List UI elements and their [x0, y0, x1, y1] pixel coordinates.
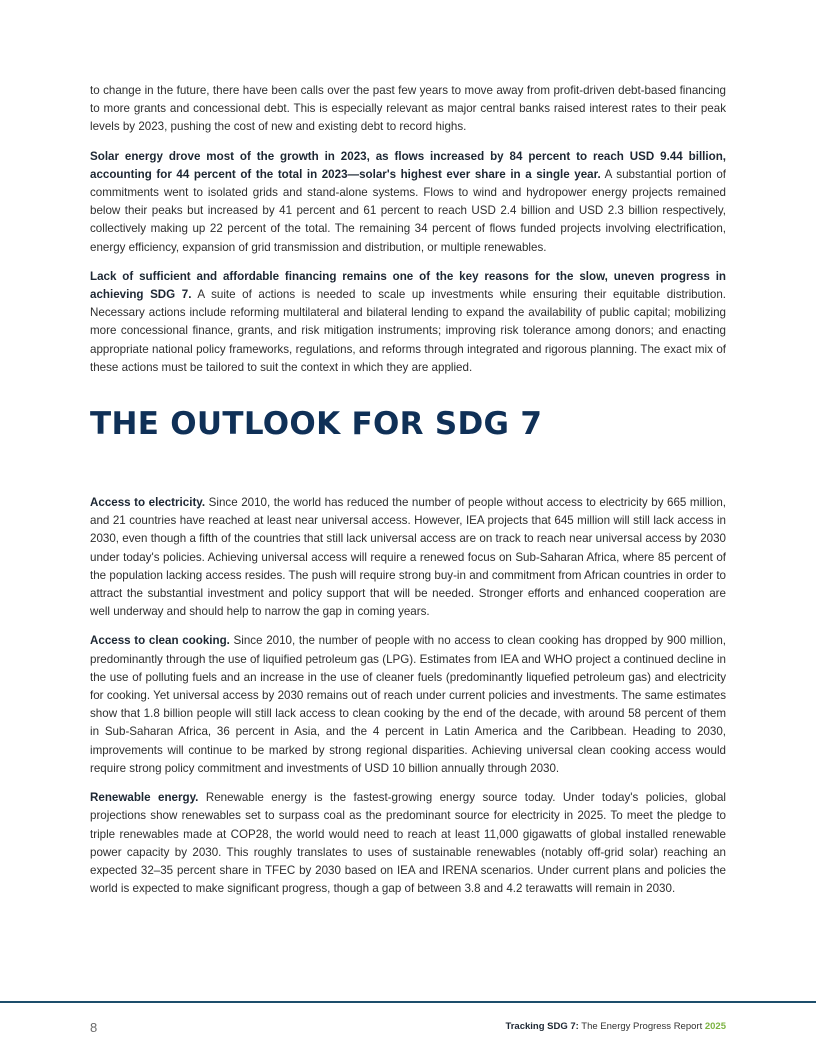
- financing-lead: Lack of sufficient and affordable financing remains one of the key reasons for the slow, uneven progress in achieving SDG 7.: [90, 269, 726, 302]
- page-body: [90, 82, 726, 909]
- renewable-lead: Renewable energy.: [90, 791, 199, 805]
- solar-lead: Solar energy drove most of the growth in 2023, as flows increased by 84 percent to reach USD 9.44 billion, accounting for 44 percent of the total in 2023—solar's highest ever share in a single year.: [90, 149, 726, 181]
- intro-p1-text: to change in the future, there have been calls over the past few years to move away from profit-driven debt-based financing to more grants and concessional debt. This is especially relevant as major central banks raised interest rates to their peak levels by 2023, pushing the cost of new and existing debt to record highs.: [90, 84, 726, 134]
- cooking-text: Since 2010, the number of people with no access to clean cooking has dropped by 900 million, predominantly through the use of liquified petroleum gas (LPG). Estimates from IEA and WHO project a continued decline in the use of polluting fuels and an increase in the use of cleaner fuels (predominantly liquefied petroleum gas) and electricity for cooking. Yet universal access by 2030 remains out of reach under current policies and investments. The same estimates show that 1.8 billion people will still lack access to clean cooking by the end of the decade, with around 58 percent of them in Sub-Saharan Africa, 36 percent in Asia, and the 4 percent in Latin America and the Caribbean. Heading to 2030, improvements will continue to be marked by strong regional disparities. Achieving universal clean cooking access would require strong policy commitment and investments of USD 10 billion annually through 2030.: [90, 634, 726, 775]
- intro-paragraph-1: [90, 82, 726, 137]
- solar-paragraph: [90, 148, 726, 257]
- footer-year: 2025: [704, 1021, 726, 1032]
- electricity-text: Since 2010, the world has reduced the number of people without access to electricity by 665 million, and 21 countries have reached at least near universal access. However, IEA projects that 645 million will still lack access in 2030, even though a fifth of the countries that still lack universal access are on track to reach near universal access by 2030 under today's policies. Achieving universal access will require a renewed focus on Sub-Saharan Africa, where 85 percent of the population lacking access resides. The push will require strong buy-in and commitment from African countries in order to attract the substantial investment and policy support that will be needed. Stronger efforts and enhanced cooperation are well underway and should help to narrow the gap in coming years.: [90, 496, 726, 619]
- footer-title-text: The Energy Progress Report: [578, 1021, 705, 1032]
- footer-report-title: [505, 1021, 726, 1032]
- cooking-paragraph: [90, 632, 726, 778]
- footer-divider: [0, 1001, 816, 1003]
- footer-title-bold: Tracking SDG 7:: [505, 1021, 579, 1032]
- financing-text: A suite of actions is needed to scale up investments while ensuring their equitable distribution. Necessary actions include reforming multilateral and bilateral lending to expand the availability of public capital; mobilizing more concessional finance, grants, and risk mitigation instruments; improving risk tolerance among donors; and enacting appropriate national policy frameworks, regulations, and reforms through integrated and rigorous planning. The exact mix of these actions must be tailored to suit the context in which they are applied.: [90, 288, 726, 374]
- electricity-paragraph: [90, 494, 726, 621]
- solar-text: A substantial portion of commitments went to isolated grids and stand-alone systems. Flows to wind and hydropower energy projects remained below their peaks but increased by 41 percent and 61 percent to reach USD 2.4 billion and USD 2.3 billion respectively, collectively making up 22 percent of the total. The remaining 34 percent of flows funded projects involving electrification, energy efficiency, expansion of grid transmission and distribution, or multiple renewables.: [90, 167, 726, 254]
- outlook-section: [90, 494, 726, 898]
- financing-paragraph: [90, 268, 726, 377]
- section-heading: THE OUTLOOK FOR SDG 7: [90, 406, 543, 443]
- cooking-lead: Access to clean cooking.: [90, 634, 230, 648]
- renewable-paragraph: [90, 789, 726, 898]
- electricity-lead: Access to electricity.: [90, 496, 206, 510]
- page-number: 8: [90, 1020, 98, 1035]
- renewable-text: Renewable energy is the fastest-growing energy source today. Under today's policies, global projections show renewables set to surpass coal as the predominant source for electricity in 2025. To meet the pledge to triple renewables made at COP28, the world would need to reach at least 11,000 gigawatts of global installed renewable power capacity by 2030. This roughly translates to uses of sustainable renewables (notably off-grid solar) reaching an expected 32–35 percent share in TFEC by 2030 based on IEA and IRENA scenarios. Under current plans and policies the world is expected to make significant progress, though a gap of between 3.8 and 4.2 terawatts will remain in 2030.: [90, 791, 726, 896]
